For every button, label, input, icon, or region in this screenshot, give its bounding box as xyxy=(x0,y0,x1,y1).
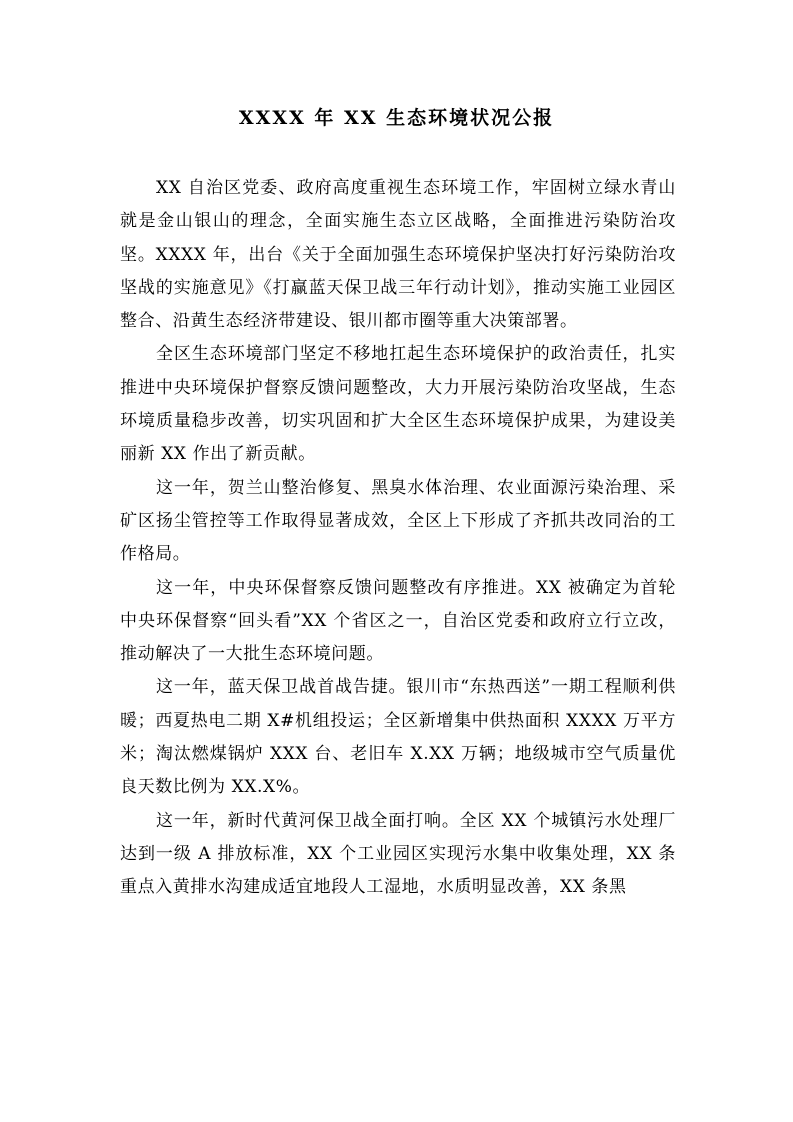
paragraph-blue-sky: 这一年，蓝天保卫战首战告捷。银川市“东热西送”一期工程顺利供暖；西夏热电二期 X#机组投运；全区新增集中供热面积 XXXX 万平方米；淘汰燃煤锅炉 XXX 台、老旧车 X.XX 万辆；地级城市空气质量优良天数比例为 XX.X%。 xyxy=(120,677,676,798)
document-body xyxy=(120,172,676,905)
paragraph-inspection: 这一年，中央环保督察反馈问题整改有序推进。XX 被确定为首轮中央环保督察“回头看”XX 个省区之一，自治区党委和政府立行立改，推动解决了一大批生态环境问题。 xyxy=(120,577,676,665)
document-title: XXXX 年 XX 生态环境状况公报 xyxy=(238,107,555,129)
paragraph-responsibility: 全区生态环境部门坚定不移地扛起生态环境保护的政治责任，扎实推进中央环境保护督察反馈问题整改，大力开展污染防治攻坚战，生态环境质量稳步改善，切实巩固和扩大全区生态环境保护成果，为建设美丽新 XX 作出了新贡献。 xyxy=(120,344,676,465)
paragraph-yellow-river: 这一年，新时代黄河保卫战全面打响。全区 XX 个城镇污水处理厂达到一级 A 排放标准，XX 个工业园区实现污水集中收集处理，XX 条重点入黄排水沟建成适宜地段人工湿地，水质明显改善，XX 条黑 xyxy=(120,810,676,898)
paragraph-intro: XX 自治区党委、政府高度重视生态环境工作，牢固树立绿水青山就是金山银山的理念，全面实施生态立区战略，全面推进污染防治攻坚。XXXX 年，出台《关于全面加强生态环境保护坚决打好污染防治攻坚战的实施意见》《打赢蓝天保卫战三年行动计划》，推动实施工业园区整合、沿黄生态经济带建设、银川都市圈等重大决策部署。 xyxy=(120,178,676,332)
paragraph-helan-mountain: 这一年，贺兰山整治修复、黑臭水体治理、农业面源污染治理、采矿区扬尘管控等工作取得显著成效，全区上下形成了齐抓共改同治的工作格局。 xyxy=(120,477,676,565)
